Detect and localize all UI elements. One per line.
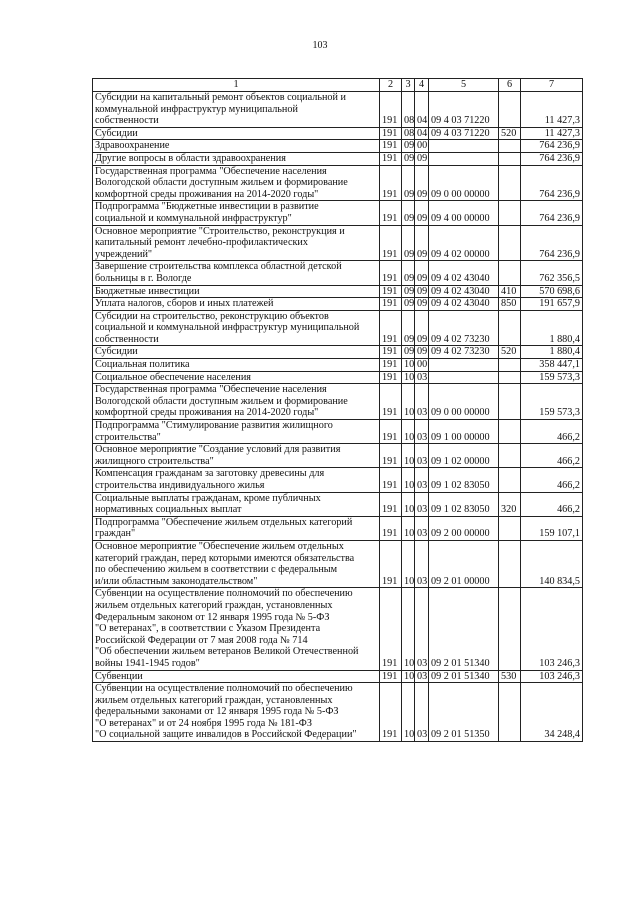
row-ministry-code: 191 bbox=[380, 540, 402, 587]
row-subsection-code: 03 bbox=[415, 468, 429, 492]
row-section-code: 10 bbox=[402, 516, 415, 540]
row-ministry-code: 191 bbox=[380, 516, 402, 540]
row-expense-type bbox=[499, 588, 521, 670]
row-expense-type bbox=[499, 384, 521, 420]
row-target-article: 09 4 02 43040 bbox=[429, 298, 499, 311]
header-col-4: 4 bbox=[415, 79, 429, 92]
row-name: Уплата налогов, сборов и иных платежей bbox=[93, 298, 380, 311]
row-ministry-code: 191 bbox=[380, 261, 402, 285]
row-section-code: 10 bbox=[402, 683, 415, 742]
row-name: Социальное обеспечение населения bbox=[93, 371, 380, 384]
row-subsection-code: 09 bbox=[415, 298, 429, 311]
row-expense-type: 410 bbox=[499, 285, 521, 298]
row-expense-type: 520 bbox=[499, 346, 521, 359]
row-expense-type bbox=[499, 152, 521, 165]
row-expense-type bbox=[499, 201, 521, 225]
row-name: Подпрограмма "Бюджетные инвестиции в развитие социальной и коммунальной инфраструктур" bbox=[93, 201, 380, 225]
row-amount: 570 698,6 bbox=[521, 285, 583, 298]
row-subsection-code: 03 bbox=[415, 516, 429, 540]
row-subsection-code: 04 bbox=[415, 127, 429, 140]
table-row bbox=[93, 588, 583, 670]
row-expense-type bbox=[499, 516, 521, 540]
row-name: Субсидии bbox=[93, 346, 380, 359]
row-amount: 1 880,4 bbox=[521, 346, 583, 359]
row-amount: 11 427,3 bbox=[521, 92, 583, 128]
table-row bbox=[93, 152, 583, 165]
row-amount: 140 834,5 bbox=[521, 540, 583, 587]
row-amount: 159 573,3 bbox=[521, 384, 583, 420]
row-target-article: 09 4 02 73230 bbox=[429, 346, 499, 359]
row-name: Другие вопросы в области здравоохранения bbox=[93, 152, 380, 165]
row-target-article: 09 2 01 51340 bbox=[429, 588, 499, 670]
row-amount: 764 236,9 bbox=[521, 201, 583, 225]
table-row bbox=[93, 468, 583, 492]
row-subsection-code: 09 bbox=[415, 152, 429, 165]
row-ministry-code: 191 bbox=[380, 92, 402, 128]
row-subsection-code: 09 bbox=[415, 201, 429, 225]
row-expense-type: 320 bbox=[499, 492, 521, 516]
row-ministry-code: 191 bbox=[380, 670, 402, 683]
row-subsection-code: 09 bbox=[415, 261, 429, 285]
row-expense-type bbox=[499, 420, 521, 444]
row-ministry-code: 191 bbox=[380, 346, 402, 359]
row-target-article bbox=[429, 359, 499, 372]
row-section-code: 09 bbox=[402, 285, 415, 298]
row-subsection-code: 00 bbox=[415, 140, 429, 153]
row-target-article: 09 2 01 00000 bbox=[429, 540, 499, 587]
row-name: Субвенции на осуществление полномочий по обеспечению жильем отдельных категорий граждан, установленных Федеральным законом от 12 января 1995 года № 5-ФЗ "О ветеранах", в соответствии с Указом Президента Российской Федерации от 7 мая 2008 года № 714 "Об обеспечении жильем ветеранов Великой Отечественной войны 1941-1945 годов" bbox=[93, 588, 380, 670]
row-ministry-code: 191 bbox=[380, 468, 402, 492]
row-ministry-code: 191 bbox=[380, 140, 402, 153]
table-row bbox=[93, 225, 583, 261]
row-section-code: 10 bbox=[402, 420, 415, 444]
row-expense-type bbox=[499, 140, 521, 153]
row-target-article: 09 4 02 43040 bbox=[429, 285, 499, 298]
row-amount: 358 447,1 bbox=[521, 359, 583, 372]
row-section-code: 10 bbox=[402, 359, 415, 372]
row-target-article: 09 1 02 00000 bbox=[429, 444, 499, 468]
row-expense-type bbox=[499, 225, 521, 261]
row-name: Подпрограмма "Обеспечение жильем отдельных категорий граждан" bbox=[93, 516, 380, 540]
row-subsection-code: 09 bbox=[415, 285, 429, 298]
row-target-article: 09 4 00 00000 bbox=[429, 201, 499, 225]
header-col-2: 2 bbox=[380, 79, 402, 92]
row-target-article: 09 0 00 00000 bbox=[429, 165, 499, 201]
row-ministry-code: 191 bbox=[380, 298, 402, 311]
row-section-code: 08 bbox=[402, 127, 415, 140]
row-expense-type: 520 bbox=[499, 127, 521, 140]
row-name: Основное мероприятие "Обеспечение жильем отдельных категорий граждан, перед которыми имеются обязательства по обеспечению жильем в соответствии с федеральным и/или областным законодательством" bbox=[93, 540, 380, 587]
row-ministry-code: 191 bbox=[380, 152, 402, 165]
row-section-code: 10 bbox=[402, 468, 415, 492]
row-ministry-code: 191 bbox=[380, 420, 402, 444]
table-row bbox=[93, 492, 583, 516]
row-ministry-code: 191 bbox=[380, 588, 402, 670]
row-name: Субсидии bbox=[93, 127, 380, 140]
row-target-article: 09 4 03 71220 bbox=[429, 127, 499, 140]
table-row bbox=[93, 670, 583, 683]
row-subsection-code: 03 bbox=[415, 588, 429, 670]
row-section-code: 09 bbox=[402, 165, 415, 201]
row-amount: 466,2 bbox=[521, 444, 583, 468]
table-row bbox=[93, 384, 583, 420]
row-ministry-code: 191 bbox=[380, 127, 402, 140]
row-amount: 764 236,9 bbox=[521, 140, 583, 153]
row-section-code: 10 bbox=[402, 371, 415, 384]
row-target-article: 09 4 02 00000 bbox=[429, 225, 499, 261]
row-ministry-code: 191 bbox=[380, 165, 402, 201]
row-ministry-code: 191 bbox=[380, 492, 402, 516]
row-amount: 11 427,3 bbox=[521, 127, 583, 140]
row-expense-type bbox=[499, 92, 521, 128]
row-ministry-code: 191 bbox=[380, 359, 402, 372]
row-target-article: 09 4 03 71220 bbox=[429, 92, 499, 128]
row-section-code: 09 bbox=[402, 346, 415, 359]
row-amount: 159 573,3 bbox=[521, 371, 583, 384]
row-target-article: 09 4 02 43040 bbox=[429, 261, 499, 285]
row-subsection-code: 09 bbox=[415, 225, 429, 261]
row-expense-type bbox=[499, 165, 521, 201]
row-section-code: 10 bbox=[402, 444, 415, 468]
row-name: Основное мероприятие "Создание условий для развития жилищного строительства" bbox=[93, 444, 380, 468]
row-amount: 103 246,3 bbox=[521, 588, 583, 670]
row-section-code: 10 bbox=[402, 492, 415, 516]
header-col-6: 6 bbox=[499, 79, 521, 92]
row-target-article bbox=[429, 152, 499, 165]
row-name: Субвенции bbox=[93, 670, 380, 683]
row-expense-type bbox=[499, 540, 521, 587]
budget-table bbox=[92, 78, 583, 742]
table-row bbox=[93, 359, 583, 372]
row-target-article: 09 2 00 00000 bbox=[429, 516, 499, 540]
row-name: Компенсация гражданам за заготовку древесины для строительства индивидуального жилья bbox=[93, 468, 380, 492]
row-target-article bbox=[429, 371, 499, 384]
row-subsection-code: 03 bbox=[415, 384, 429, 420]
row-subsection-code: 03 bbox=[415, 683, 429, 742]
row-amount: 34 248,4 bbox=[521, 683, 583, 742]
table-row bbox=[93, 298, 583, 311]
row-ministry-code: 191 bbox=[380, 384, 402, 420]
row-amount: 191 657,9 bbox=[521, 298, 583, 311]
header-col-1: 1 bbox=[93, 79, 380, 92]
row-subsection-code: 03 bbox=[415, 371, 429, 384]
row-amount: 1 880,4 bbox=[521, 310, 583, 346]
row-name: Субсидии на капитальный ремонт объектов социальной и коммунальной инфраструктур муниципальной собственности bbox=[93, 92, 380, 128]
table-row bbox=[93, 346, 583, 359]
row-ministry-code: 191 bbox=[380, 225, 402, 261]
row-expense-type bbox=[499, 359, 521, 372]
row-subsection-code: 00 bbox=[415, 359, 429, 372]
row-ministry-code: 191 bbox=[380, 285, 402, 298]
row-target-article bbox=[429, 140, 499, 153]
row-target-article: 09 1 02 83050 bbox=[429, 492, 499, 516]
row-ministry-code: 191 bbox=[380, 201, 402, 225]
table-row bbox=[93, 165, 583, 201]
row-subsection-code: 09 bbox=[415, 310, 429, 346]
table-row bbox=[93, 261, 583, 285]
table-row bbox=[93, 683, 583, 742]
row-expense-type bbox=[499, 468, 521, 492]
row-subsection-code: 09 bbox=[415, 165, 429, 201]
row-target-article: 09 1 00 00000 bbox=[429, 420, 499, 444]
row-subsection-code: 03 bbox=[415, 670, 429, 683]
header-col-5: 5 bbox=[429, 79, 499, 92]
row-amount: 466,2 bbox=[521, 420, 583, 444]
header-col-7: 7 bbox=[521, 79, 583, 92]
table-row bbox=[93, 285, 583, 298]
row-section-code: 10 bbox=[402, 384, 415, 420]
row-name: Бюджетные инвестиции bbox=[93, 285, 380, 298]
table-row bbox=[93, 140, 583, 153]
table-row bbox=[93, 92, 583, 128]
row-section-code: 08 bbox=[402, 92, 415, 128]
row-section-code: 09 bbox=[402, 310, 415, 346]
row-name: Основное мероприятие "Строительство, реконструкция и капитальный ремонт лечебно-профилактических учреждений" bbox=[93, 225, 380, 261]
row-expense-type bbox=[499, 683, 521, 742]
row-expense-type bbox=[499, 310, 521, 346]
row-amount: 466,2 bbox=[521, 492, 583, 516]
row-ministry-code: 191 bbox=[380, 683, 402, 742]
row-section-code: 10 bbox=[402, 540, 415, 587]
table-row bbox=[93, 540, 583, 587]
row-ministry-code: 191 bbox=[380, 371, 402, 384]
table-row bbox=[93, 371, 583, 384]
row-name: Социальная политика bbox=[93, 359, 380, 372]
row-subsection-code: 03 bbox=[415, 444, 429, 468]
row-section-code: 09 bbox=[402, 201, 415, 225]
row-amount: 103 246,3 bbox=[521, 670, 583, 683]
row-expense-type: 850 bbox=[499, 298, 521, 311]
row-amount: 764 236,9 bbox=[521, 225, 583, 261]
row-amount: 159 107,1 bbox=[521, 516, 583, 540]
row-amount: 764 236,9 bbox=[521, 165, 583, 201]
table-row bbox=[93, 310, 583, 346]
row-amount: 466,2 bbox=[521, 468, 583, 492]
row-subsection-code: 03 bbox=[415, 492, 429, 516]
table-row bbox=[93, 516, 583, 540]
row-section-code: 09 bbox=[402, 140, 415, 153]
row-target-article: 09 2 01 51350 bbox=[429, 683, 499, 742]
table-row bbox=[93, 127, 583, 140]
row-section-code: 10 bbox=[402, 670, 415, 683]
row-subsection-code: 03 bbox=[415, 540, 429, 587]
row-amount: 764 236,9 bbox=[521, 152, 583, 165]
row-ministry-code: 191 bbox=[380, 444, 402, 468]
page-number: 103 bbox=[312, 40, 328, 51]
row-name: Субвенции на осуществление полномочий по обеспечению жильем отдельных категорий граждан, установленных федеральными законами от 12 января 1995 года № 5-ФЗ "О ветеранах" и от 24 ноября 1995 года № 181-ФЗ "О социальной защите инвалидов в Российской Федерации" bbox=[93, 683, 380, 742]
row-section-code: 10 bbox=[402, 588, 415, 670]
row-expense-type bbox=[499, 261, 521, 285]
row-section-code: 09 bbox=[402, 261, 415, 285]
row-subsection-code: 03 bbox=[415, 420, 429, 444]
row-subsection-code: 09 bbox=[415, 346, 429, 359]
row-target-article: 09 2 01 51340 bbox=[429, 670, 499, 683]
row-section-code: 09 bbox=[402, 152, 415, 165]
row-name: Завершение строительства комплекса областной детской больницы в г. Вологде bbox=[93, 261, 380, 285]
table-row bbox=[93, 444, 583, 468]
row-subsection-code: 04 bbox=[415, 92, 429, 128]
row-name: Здравоохранение bbox=[93, 140, 380, 153]
row-section-code: 09 bbox=[402, 225, 415, 261]
table-header-row bbox=[93, 79, 583, 92]
row-name: Социальные выплаты гражданам, кроме публичных нормативных социальных выплат bbox=[93, 492, 380, 516]
row-target-article: 09 0 00 00000 bbox=[429, 384, 499, 420]
row-section-code: 09 bbox=[402, 298, 415, 311]
row-target-article: 09 4 02 73230 bbox=[429, 310, 499, 346]
table-row bbox=[93, 420, 583, 444]
row-ministry-code: 191 bbox=[380, 310, 402, 346]
row-name: Подпрограмма "Стимулирование развития жилищного строительства" bbox=[93, 420, 380, 444]
row-name: Государственная программа "Обеспечение населения Вологодской области доступным жильем и формирование комфортной среды проживания на 2014-2020 годы" bbox=[93, 384, 380, 420]
row-expense-type bbox=[499, 444, 521, 468]
row-expense-type bbox=[499, 371, 521, 384]
row-name: Государственная программа "Обеспечение населения Вологодской области доступным жильем и формирование комфортной среды проживания на 2014-2020 годы" bbox=[93, 165, 380, 201]
table-row bbox=[93, 201, 583, 225]
row-target-article: 09 1 02 83050 bbox=[429, 468, 499, 492]
row-expense-type: 530 bbox=[499, 670, 521, 683]
row-name: Субсидии на строительство, реконструкцию объектов социальной и коммунальной инфраструктур муниципальной собственности bbox=[93, 310, 380, 346]
row-amount: 762 356,5 bbox=[521, 261, 583, 285]
header-col-3: 3 bbox=[402, 79, 415, 92]
